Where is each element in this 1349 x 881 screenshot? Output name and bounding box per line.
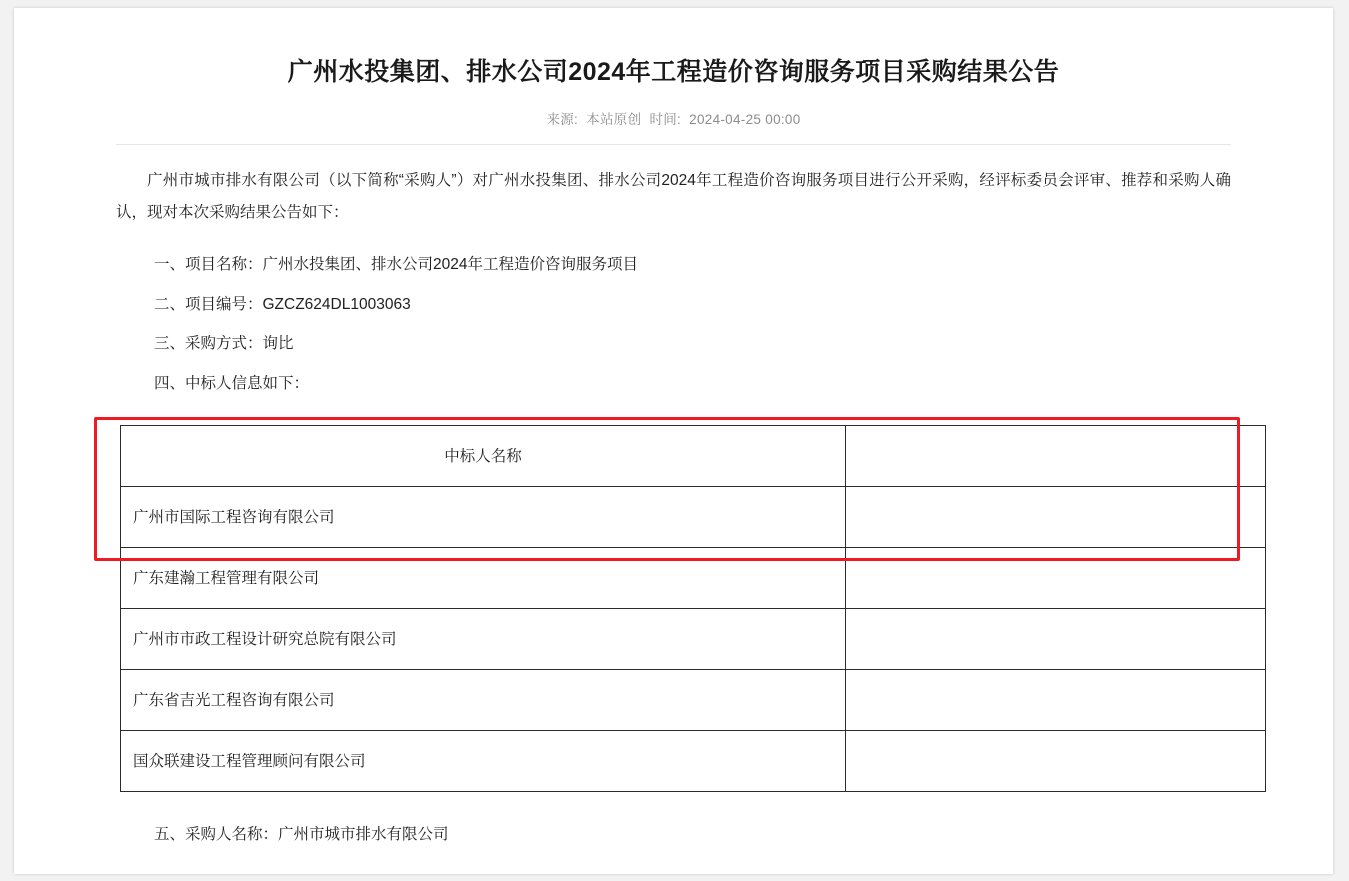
document-content bbox=[14, 56, 1333, 853]
table-row bbox=[121, 487, 1266, 548]
table-header-blank bbox=[846, 426, 1266, 487]
bid-table-wrapper bbox=[116, 425, 1231, 792]
list-item: 五、采购人名称：广州市城市排水有限公司 bbox=[154, 826, 449, 844]
time-label: 时间: bbox=[649, 111, 682, 127]
list-item: 二、项目编号：GZCZ624DL1003063 bbox=[154, 295, 411, 313]
time-value: 2024-04-25 00:00 bbox=[689, 111, 801, 127]
table-cell-name: 广州市国际工程咨询有限公司 bbox=[121, 487, 846, 548]
table-cell-blank bbox=[846, 487, 1266, 548]
document-meta bbox=[116, 108, 1231, 128]
table-cell-blank bbox=[846, 670, 1266, 731]
table-cell-name: 国众联建设工程管理顾问有限公司 bbox=[121, 731, 846, 792]
meta-divider bbox=[116, 144, 1231, 145]
list-item: 四、中标人信息如下： bbox=[154, 374, 310, 392]
table-row bbox=[121, 609, 1266, 670]
document-body bbox=[116, 165, 1231, 853]
table-header-name: 中标人名称 bbox=[121, 426, 846, 487]
table-row bbox=[121, 548, 1266, 609]
table-cell-blank bbox=[846, 731, 1266, 792]
list-item: 一、项目名称：广州水投集团、排水公司2024年工程造价咨询服务项目 bbox=[154, 256, 638, 274]
table-cell-blank bbox=[846, 609, 1266, 670]
table-header-row bbox=[121, 426, 1266, 487]
table-row bbox=[121, 670, 1266, 731]
page-title: 广州水投集团、排水公司2024年工程造价咨询服务项目采购结果公告 bbox=[287, 58, 1060, 86]
table-cell-blank bbox=[846, 548, 1266, 609]
table-cell-name: 广东建瀚工程管理有限公司 bbox=[121, 548, 846, 609]
bid-winner-table bbox=[120, 425, 1266, 792]
list-item: 三、采购方式：询比 bbox=[154, 335, 294, 353]
source-label: 来源: bbox=[546, 111, 579, 127]
table-row bbox=[121, 731, 1266, 792]
table-cell-name: 广东省吉光工程咨询有限公司 bbox=[121, 670, 846, 731]
intro-paragraph: 广州市城市排水有限公司（以下简称“采购人”）对广州水投集团、排水公司2024年工程造价咨询服务项目进行公开采购，经评标委员会评审、推荐和采购人确认，现对本次采购结果公告如下： bbox=[116, 171, 1231, 222]
document-sheet bbox=[14, 8, 1333, 874]
source-value: 本站原创 bbox=[586, 111, 642, 127]
table-cell-name: 广州市市政工程设计研究总院有限公司 bbox=[121, 609, 846, 670]
